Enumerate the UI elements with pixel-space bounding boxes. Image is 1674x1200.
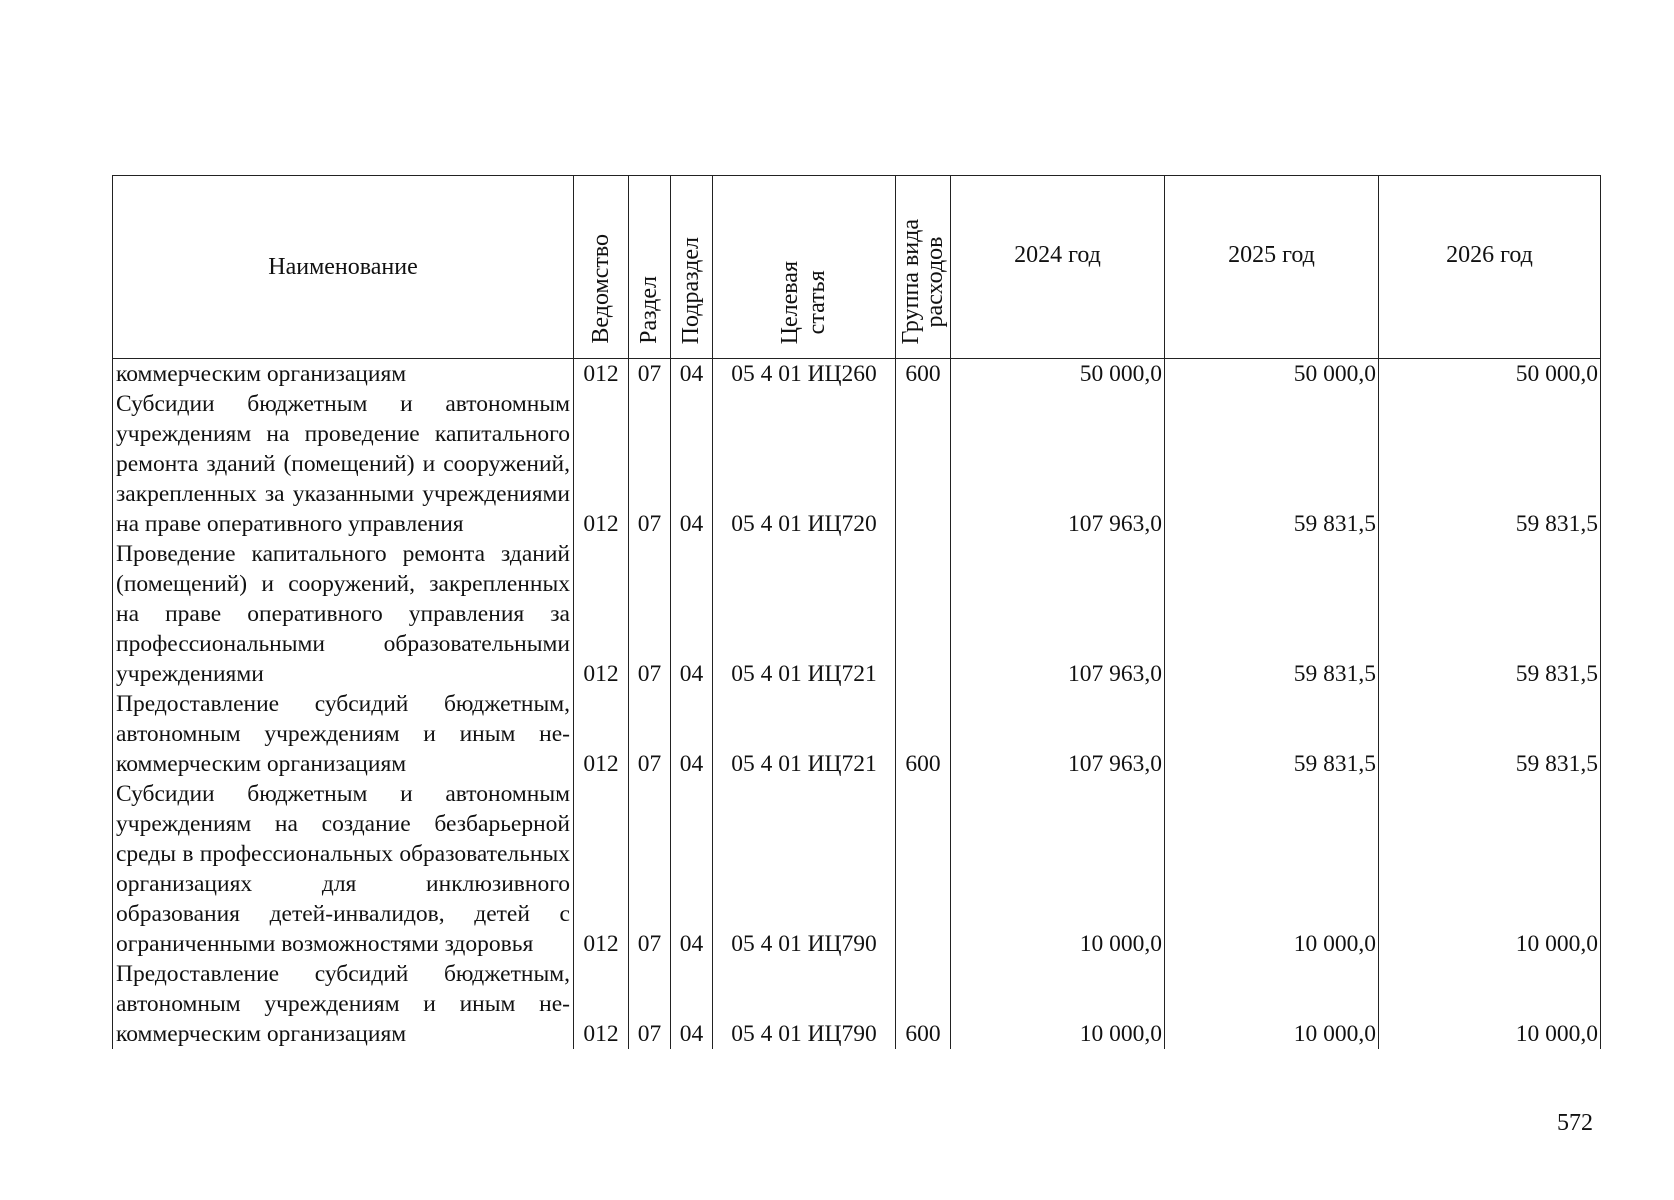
row-vedomstvo: 012 (574, 539, 629, 689)
table-row (113, 389, 1601, 539)
row-2025: 59 831,5 (1165, 389, 1379, 539)
row-2025: 10 000,0 (1165, 959, 1379, 1049)
row-2026: 59 831,5 (1379, 689, 1601, 779)
header-vedomstvo: Ведомство (574, 176, 629, 359)
row-name: Предоставление субсидий бюджетным, автономным учреждениям и иным некоммерческим организациям (113, 689, 574, 779)
row-2024: 107 963,0 (951, 539, 1165, 689)
row-vid-rashodov: 600 (896, 689, 951, 779)
header-razdel: Раздел (629, 176, 671, 359)
row-2024: 10 000,0 (951, 779, 1165, 959)
row-tselevaya-statya: 05 4 01 ИЦ790 (713, 959, 896, 1049)
header-gruppa-vida-rashodov: Группа вида расходов (896, 176, 951, 359)
row-vedomstvo: 012 (574, 359, 629, 390)
header-2024: 2024 год (951, 176, 1165, 359)
row-tselevaya-statya: 05 4 01 ИЦ790 (713, 779, 896, 959)
row-name: Субсидии бюджетным и автономным учреждениям на создание безбарьерной среды в профессиональных образовательных организациях для инклюзивного образования детей-инвалидов, детей с ограниченными возможностями здоровья (113, 779, 574, 959)
row-name: коммерческим организациям (113, 359, 574, 390)
row-vid-rashodov (896, 539, 951, 689)
row-razdel: 07 (629, 389, 671, 539)
header-podrazdel: Подраздел (671, 176, 713, 359)
row-tselevaya-statya: 05 4 01 ИЦ720 (713, 389, 896, 539)
row-tselevaya-statya: 05 4 01 ИЦ721 (713, 539, 896, 689)
header-2026: 2026 год (1379, 176, 1601, 359)
table-row (113, 689, 1601, 779)
row-2025: 50 000,0 (1165, 359, 1379, 390)
header-2025: 2025 год (1165, 176, 1379, 359)
row-razdel: 07 (629, 539, 671, 689)
row-podrazdel: 04 (671, 389, 713, 539)
header-name: Наименование (113, 176, 574, 359)
row-razdel: 07 (629, 959, 671, 1049)
row-tselevaya-statya: 05 4 01 ИЦ260 (713, 359, 896, 390)
row-2024: 107 963,0 (951, 389, 1165, 539)
row-2026: 59 831,5 (1379, 389, 1601, 539)
row-2024: 107 963,0 (951, 689, 1165, 779)
row-razdel: 07 (629, 359, 671, 390)
row-vedomstvo: 012 (574, 389, 629, 539)
row-2026: 10 000,0 (1379, 959, 1601, 1049)
header-tselevaya-statya: Целевая статья (713, 176, 896, 359)
row-2024: 50 000,0 (951, 359, 1165, 390)
row-name: Предоставление субсидий бюджетным, автономным учреждениям и иным некоммерческим организациям (113, 959, 574, 1049)
table-row (113, 359, 1601, 390)
row-2026: 50 000,0 (1379, 359, 1601, 390)
table-row (113, 959, 1601, 1049)
row-2025: 59 831,5 (1165, 689, 1379, 779)
row-podrazdel: 04 (671, 959, 713, 1049)
row-2026: 10 000,0 (1379, 779, 1601, 959)
table-row (113, 539, 1601, 689)
row-vid-rashodov: 600 (896, 359, 951, 390)
row-podrazdel: 04 (671, 689, 713, 779)
row-razdel: 07 (629, 779, 671, 959)
row-name: Субсидии бюджетным и автономным учреждениям на проведение капитального ремонта зданий (помещений) и сооружений, закрепленных за указанными учреждениями на праве оперативного управления (113, 389, 574, 539)
row-vedomstvo: 012 (574, 959, 629, 1049)
row-podrazdel: 04 (671, 359, 713, 390)
row-vedomstvo: 012 (574, 779, 629, 959)
row-vid-rashodov (896, 779, 951, 959)
row-podrazdel: 04 (671, 779, 713, 959)
row-vid-rashodov (896, 389, 951, 539)
row-2025: 59 831,5 (1165, 539, 1379, 689)
row-2024: 10 000,0 (951, 959, 1165, 1049)
table-row (113, 779, 1601, 959)
table-header-row (113, 176, 1601, 359)
budget-table (112, 175, 1601, 1049)
row-vid-rashodov: 600 (896, 959, 951, 1049)
row-vedomstvo: 012 (574, 689, 629, 779)
row-razdel: 07 (629, 689, 671, 779)
row-tselevaya-statya: 05 4 01 ИЦ721 (713, 689, 896, 779)
page-number: 572 (1557, 1110, 1593, 1136)
row-2025: 10 000,0 (1165, 779, 1379, 959)
row-2026: 59 831,5 (1379, 539, 1601, 689)
row-name: Проведение капитального ремонта зданий (помещений) и сооружений, закрепленных на праве оперативного управления за профессиональными образовательными учреждениями (113, 539, 574, 689)
row-podrazdel: 04 (671, 539, 713, 689)
